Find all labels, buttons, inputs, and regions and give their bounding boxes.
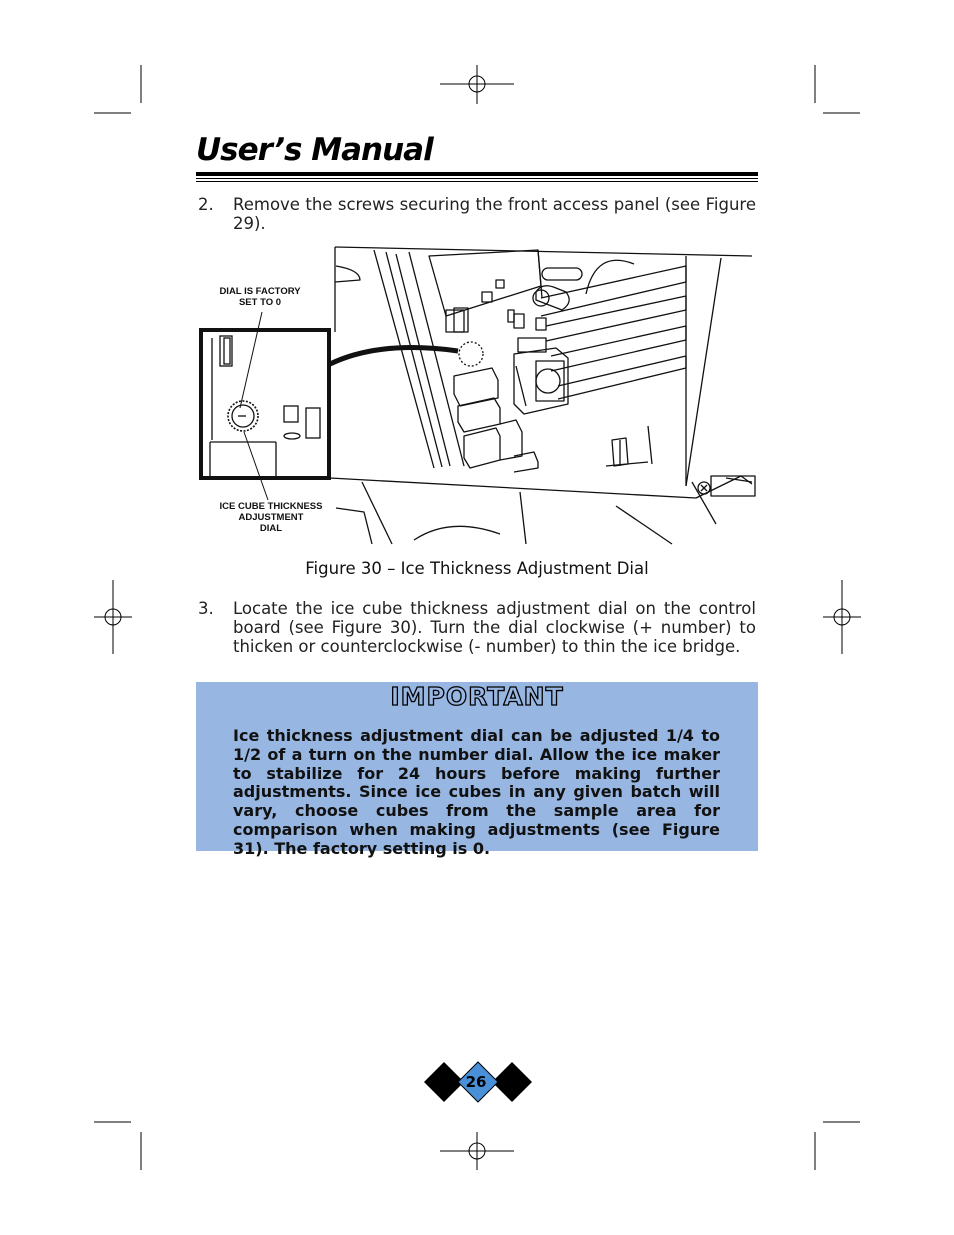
- important-title: IMPORTANT: [390, 682, 564, 711]
- title-rule-thin: [196, 181, 758, 182]
- step-number: 2.: [198, 195, 214, 214]
- step-2: [196, 195, 756, 233]
- page-number-badge: [422, 1060, 534, 1104]
- figure-caption: Figure 30 – Ice Thickness Adjustment Dial: [305, 559, 649, 578]
- label-ice-cube-dial: ICE CUBE THICKNESS ADJUSTMENT DIAL: [219, 501, 323, 534]
- figure-30: [196, 246, 758, 546]
- label-dial-factory: DIAL IS FACTORY SET TO 0: [219, 286, 301, 308]
- step-text: Remove the screws securing the front access panel (see Figure 29).: [233, 195, 756, 233]
- important-text: Ice thickness adjustment dial can be adjusted 1/4 to 1/2 of a turn on the number dial. Allow the ice maker to stabilize for 24 hours before making further adjustments. Since ice cubes in any given batch will vary, choose cubes from the sample area for comparison when making adjustments (see Figure 31). The factory setting is 0.: [233, 726, 720, 858]
- title-rule: [196, 172, 758, 176]
- important-box: [196, 682, 758, 858]
- step-3: [196, 599, 756, 656]
- page-title: User’s Manual: [196, 132, 433, 168]
- title-rule-thin: [196, 178, 758, 179]
- step-number: 3.: [198, 599, 214, 618]
- step-text: Locate the ice cube thickness adjustment dial on the control board (see Figure 30). Turn the dial clockwise (+ number) to thicken or counterclockwise (- number) to thin the ice bridge.: [233, 599, 756, 656]
- page-number: 26: [465, 1073, 487, 1091]
